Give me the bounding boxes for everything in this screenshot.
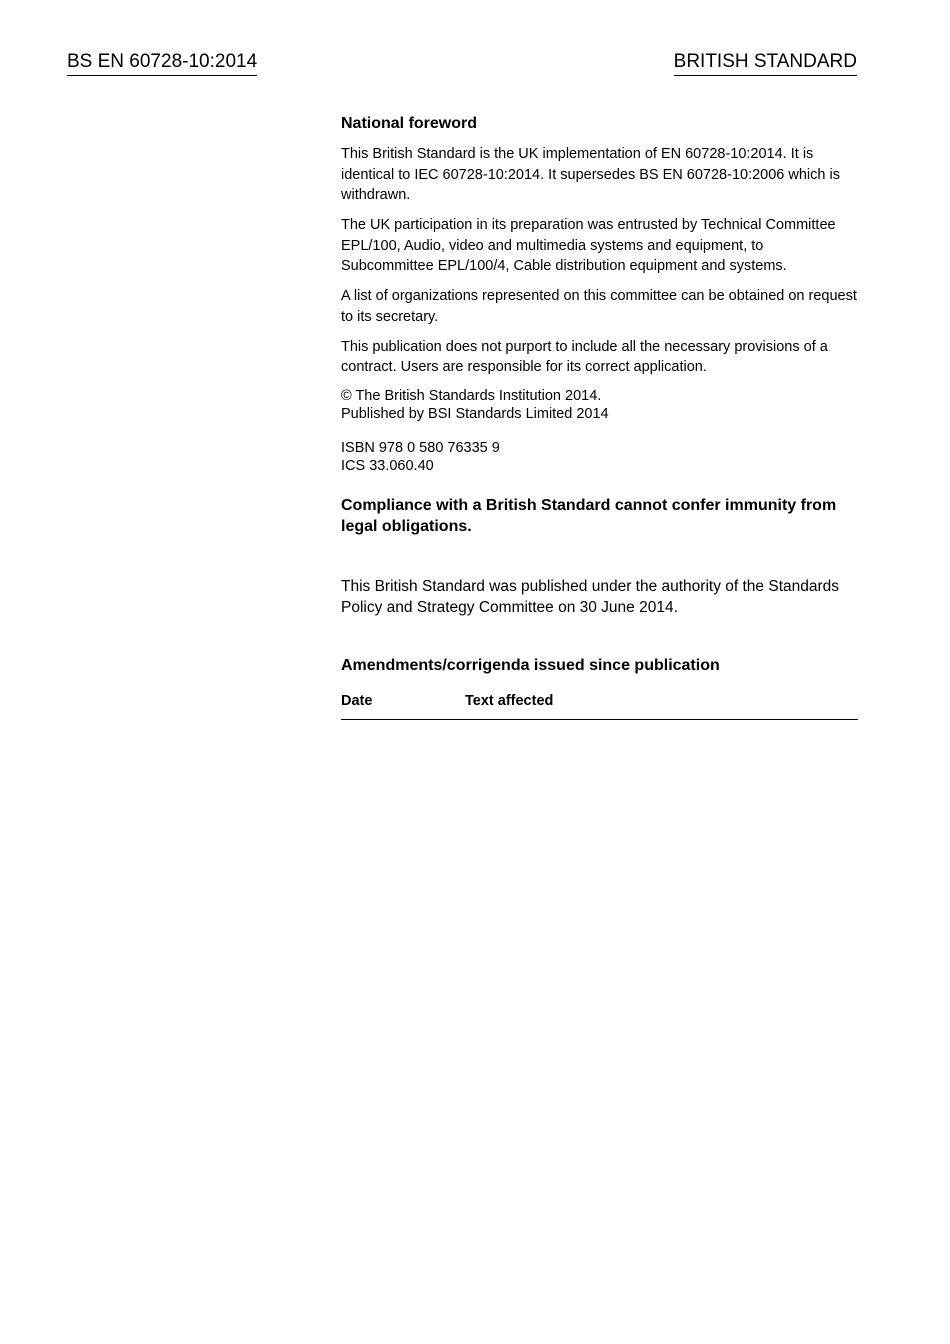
identifier-block: [341, 439, 858, 475]
foreword-paragraph: A list of organizations represented on this committee can be obtained on request to its secretary.: [341, 288, 857, 325]
copyright-block: [341, 387, 858, 423]
compliance-statement: Compliance with a British Standard cannot confer immunity from legal obligations.: [341, 497, 837, 535]
copyright-line: © The British Standards Institution 2014.: [341, 388, 602, 404]
published-line: Published by BSI Standards Limited 2014: [341, 406, 609, 422]
isbn-line: ISBN 978 0 580 76335 9: [341, 440, 500, 456]
foreword-title: National foreword: [341, 115, 478, 132]
document-number: BS EN 60728-10:2014: [67, 50, 257, 76]
authority-statement: This British Standard was published under the authority of the Standards Policy and Strategy Committee on 30 June 2014.: [341, 578, 840, 616]
ics-line: ICS 33.060.40: [341, 458, 434, 474]
column-header-text-affected: Text affected: [465, 692, 858, 720]
document-type: BRITISH STANDARD: [674, 50, 857, 76]
foreword-paragraph: This publication does not purport to include all the necessary provisions of a contract. Users are responsible for its correct application.: [341, 338, 828, 375]
column-header-date: Date: [341, 692, 465, 720]
foreword-section: [341, 114, 858, 720]
foreword-paragraph: The UK participation in its preparation was entrusted by Technical Committee EPL/100, Audio, video and multimedia systems and equipment, to Subcommittee EPL/100/4, Cable distribution equipment and systems.: [341, 217, 836, 274]
amendments-header-row: [341, 692, 858, 720]
foreword-paragraph: This British Standard is the UK implementation of EN 60728-10:2014. It is identical to IEC 60728-10:2014. It supersedes BS EN 60728-10:2006 which is withdrawn.: [341, 146, 840, 203]
amendments-table: [341, 692, 858, 720]
amendments-title: Amendments/corrigenda issued since publication: [341, 657, 720, 674]
